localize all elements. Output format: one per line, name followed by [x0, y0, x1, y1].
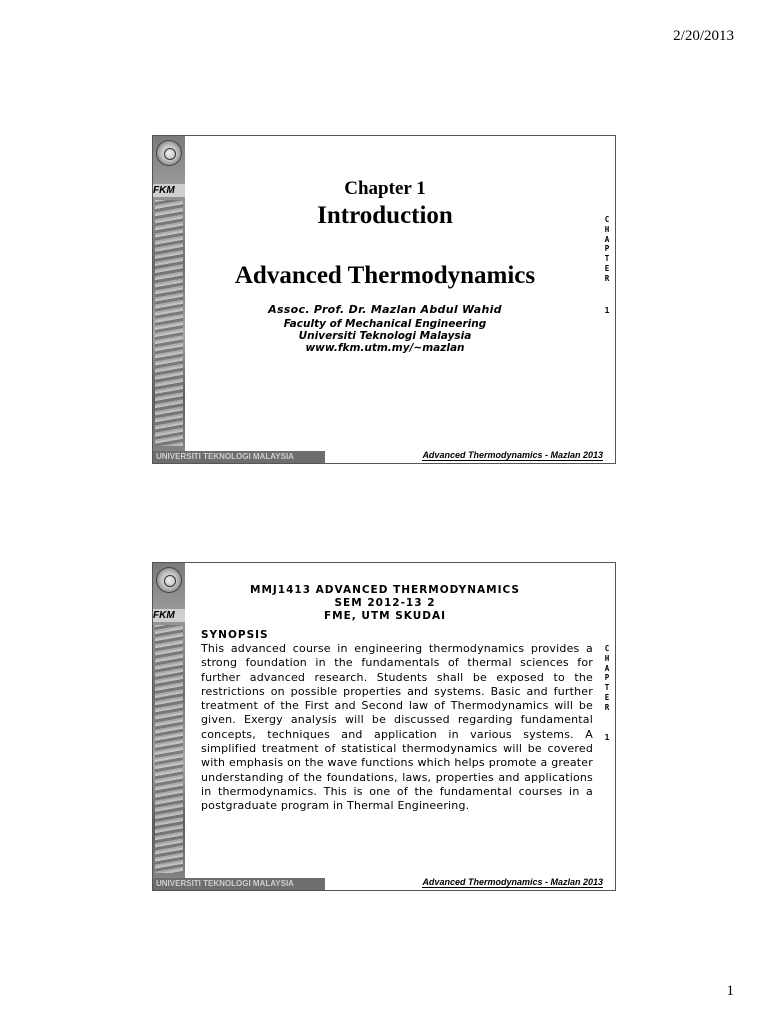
side-letter: R [604, 702, 610, 712]
semester: SEM 2012-13 2 [334, 597, 436, 609]
side-letter: P [604, 244, 610, 254]
affiliation-block [185, 318, 585, 354]
side-letter: P [604, 673, 610, 683]
fkm-label: FKM [152, 609, 185, 622]
chapter-side-label [603, 215, 611, 284]
side-letter: T [604, 683, 610, 693]
decorative-image-strip [155, 200, 183, 446]
university-crest-icon [156, 567, 182, 593]
university-bar: UNIVERSITI TEKNOLOGI MALAYSIA [153, 878, 325, 890]
side-letter: A [604, 663, 610, 673]
page-date: 2/20/2013 [673, 28, 734, 44]
fkm-label: FKM [152, 184, 185, 197]
faculty-name: Faculty of Mechanical Engineering [283, 318, 487, 330]
university-crest-icon [156, 140, 182, 166]
synopsis-title: SYNOPSIS [201, 629, 269, 641]
side-letter: R [604, 273, 610, 283]
side-letter: E [604, 263, 610, 273]
side-letter: H [604, 653, 610, 663]
side-letter: C [604, 644, 610, 653]
footer-credit: Advanced Thermodynamics - Mazlan 2013 [422, 877, 603, 887]
page-number: 1 [726, 983, 734, 999]
university-name: Universiti Teknologi Malaysia [298, 330, 472, 342]
chapter-heading: Chapter 1 [344, 178, 426, 199]
slide-2 [152, 562, 616, 891]
course-header [185, 584, 585, 623]
chapter-side-number: 1 [604, 733, 610, 742]
introduction-heading: Introduction [317, 202, 453, 229]
chapter-side-number: 1 [604, 306, 610, 315]
side-letter: C [604, 215, 610, 224]
website-url: www.fkm.utm.my/~mazlan [305, 342, 465, 354]
side-letter: T [604, 254, 610, 264]
chapter-side-label [603, 644, 611, 713]
author-name: Assoc. Prof. Dr. Mazlan Abdul Wahid [268, 303, 502, 316]
side-letter: A [604, 234, 610, 244]
footer-credit: Advanced Thermodynamics - Mazlan 2013 [422, 450, 603, 460]
side-letter: E [604, 692, 610, 702]
course-code: MMJ1413 ADVANCED THERMODYNAMICS [250, 584, 520, 596]
decorative-image-strip [155, 625, 183, 873]
course-title: Advanced Thermodynamics [234, 262, 536, 289]
side-letter: H [604, 224, 610, 234]
synopsis-body: This advanced course in engineering thermodynamics provides a strong foundation in the fundamentals of thermal sciences for further advanced research. Students shall be exposed to the restrictions on possible properties and systems. Basic and further treatment of the First and Second law of Thermodynamics will be given. Exergy analysis will be discussed regarding fundamental concepts, techniques and application in various systems. A simplified treatment of statistical thermodynamics will be covered with emphasis on the wave functions which helps promote a greater understanding of the foundations, laws, properties and applications in thermodynamics. This is one of the fundamental courses in a postgraduate program in Thermal Engineering. [201, 642, 593, 813]
location: FME, UTM SKUDAI [323, 610, 447, 622]
slide-1 [152, 135, 616, 464]
university-bar: UNIVERSITI TEKNOLOGI MALAYSIA [153, 451, 325, 463]
